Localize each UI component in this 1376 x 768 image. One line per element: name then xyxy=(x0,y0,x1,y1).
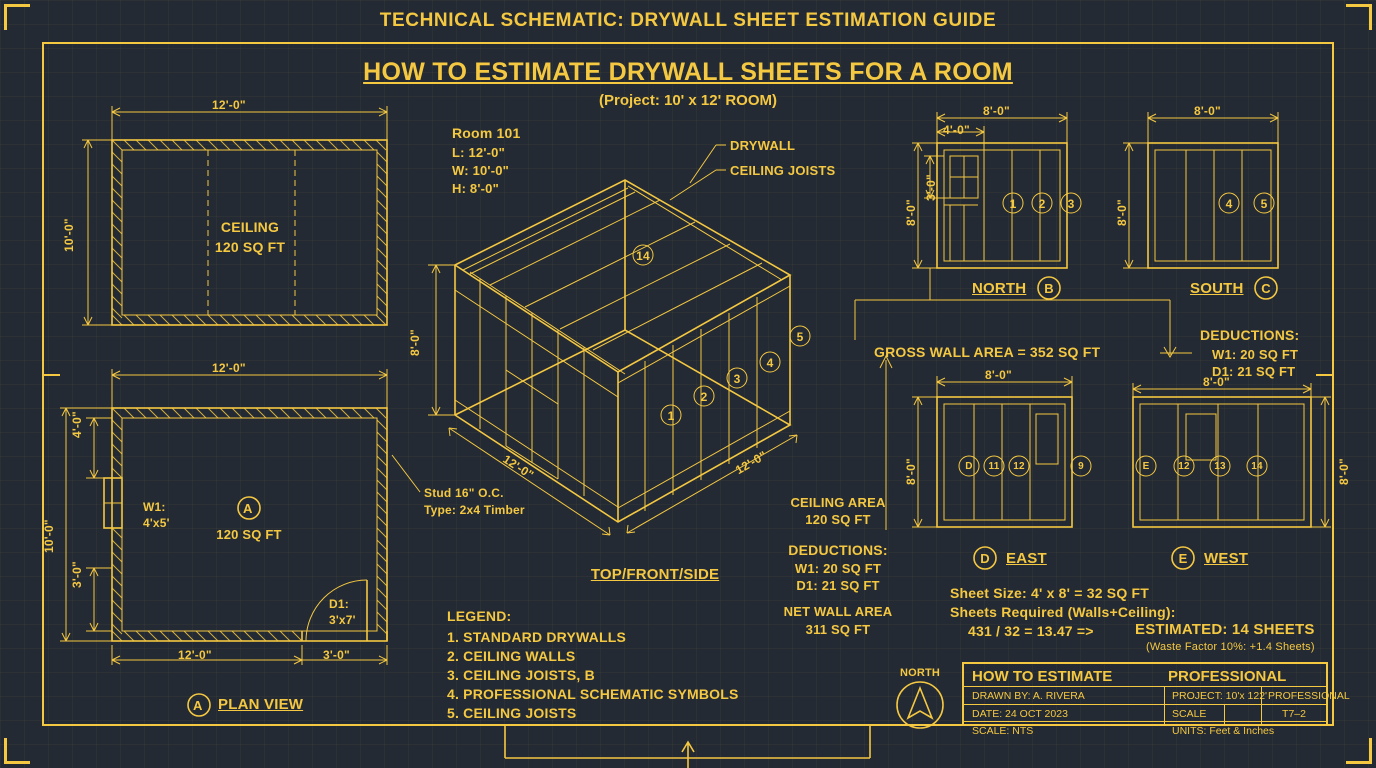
east-dim-top: 8'-0" xyxy=(985,368,1012,382)
north-bubble-3: 3 xyxy=(1067,197,1075,211)
title-block-vdiv-2 xyxy=(1224,704,1225,724)
west-bubble-e: E xyxy=(1142,461,1150,472)
waste-factor-note: (Waste Factor 10%: +1.4 Sheets) xyxy=(1146,641,1315,653)
ceiling-label: CEILING xyxy=(220,219,280,235)
plan-door-tag: D1: xyxy=(329,597,349,611)
plan-dim-bottom-right: 3'-0" xyxy=(323,648,350,662)
east-bubble-9: 9 xyxy=(1078,461,1084,472)
legend-item-2: 2. CEILING WALLS xyxy=(447,648,576,664)
iso-callout-drywall: DRYWALL xyxy=(730,138,796,153)
iso-caption: TOP/FRONT/SIDE xyxy=(590,566,720,583)
iso-dim-left: 12'-0" xyxy=(500,452,537,483)
legend-item-3: 3. CEILING JOISTS, B xyxy=(447,667,595,683)
east-dim-left: 8'-0" xyxy=(904,458,918,485)
title-block-rev: T7–2 xyxy=(1282,708,1306,720)
north-bubble-1: 1 xyxy=(1009,197,1017,211)
iso-spec-l: L: 12'-0" xyxy=(452,145,505,160)
west-bubble-12: 12 xyxy=(1178,461,1190,472)
net-wall-title: NET WALL AREA xyxy=(783,604,893,619)
east-tag: D xyxy=(980,551,990,566)
south-dim-left: 8'-0" xyxy=(1115,199,1129,226)
page-subtitle: (Project: 10' x 12' ROOM) xyxy=(598,92,777,109)
north-caption: NORTH xyxy=(972,280,1027,297)
plan-dim-left-outer: 10'-0" xyxy=(42,519,56,553)
stud-note-line2: Type: 2x4 Timber xyxy=(424,503,525,517)
south-bubble-4: 4 xyxy=(1225,197,1233,211)
page-title: HOW TO ESTIMATE DRYWALL SHEETS FOR A ROOM xyxy=(363,58,1013,86)
iso-bubble-3: 3 xyxy=(733,372,741,386)
plan-dim-top: 12'-0" xyxy=(212,361,246,375)
title-block-heading-right: PROFESSIONAL xyxy=(1168,668,1287,685)
iso-spec-h: H: 8'-0" xyxy=(452,181,499,196)
sheets-division: 431 / 32 = 13.47 => xyxy=(968,623,1094,639)
plan-dim-left-upper: 4'-0" xyxy=(70,411,84,438)
east-bubble-12: 12 xyxy=(1013,461,1025,472)
south-bubble-5: 5 xyxy=(1260,197,1268,211)
plan-room-tag: A xyxy=(243,501,253,516)
south-caption: SOUTH xyxy=(1190,280,1244,297)
legend-item-4: 4. PROFESSIONAL SCHEMATIC SYMBOLS xyxy=(447,686,739,702)
iso-spec-w: W: 10'-0" xyxy=(452,163,510,178)
deductions-w1: W1: 20 SQ FT xyxy=(794,561,882,576)
north-dim-left-inner: 3'-0" xyxy=(924,174,938,201)
gross-wall-area: GROSS WALL AREA = 352 SQ FT xyxy=(874,344,1101,360)
plan-window-size: 4'x5' xyxy=(143,516,170,530)
iso-bubble-5: 5 xyxy=(796,330,804,344)
iso-bubble-14: 14 xyxy=(636,249,650,263)
title-block-divider-2 xyxy=(964,704,1326,705)
legend-item-1: 1. STANDARD DRYWALLS xyxy=(447,629,626,645)
west-caption: WEST xyxy=(1204,550,1249,567)
plan-area: 120 SQ FT xyxy=(216,527,282,542)
plan-caption-tag: A xyxy=(193,698,203,713)
sheet-size: Sheet Size: 4' x 8' = 32 SQ FT xyxy=(950,585,1150,601)
iso-dim-height: 8'-0" xyxy=(408,329,422,356)
title-block-drawn-by: DRAWN BY: A. RIVERA xyxy=(972,690,1085,702)
title-block-vdiv-1 xyxy=(1164,686,1165,724)
iso-room-label: Room 101 xyxy=(452,125,521,141)
ceiling-area-title: CEILING AREA xyxy=(790,495,886,510)
east-bubble-11: 11 xyxy=(988,461,1000,472)
south-dim-top: 8'-0" xyxy=(1194,104,1221,118)
title-block-scale-label: SCALE xyxy=(1172,708,1207,720)
sheets-required: Sheets Required (Walls+Ceiling): xyxy=(950,604,1176,620)
iso-bubble-2: 2 xyxy=(700,390,708,404)
north-arrow-label: NORTH xyxy=(899,667,941,679)
sheets-estimate: ESTIMATED: 14 SHEETS xyxy=(1135,621,1315,638)
net-wall-value: 311 SQ FT xyxy=(805,622,871,637)
east-caption: EAST xyxy=(1006,550,1047,567)
ceiling-area: 120 SQ FT xyxy=(214,239,286,255)
plan-dim-bottom-left: 12'-0" xyxy=(178,648,212,662)
deductions-right-d1: D1: 21 SQ FT xyxy=(1212,364,1296,379)
stud-note-line1: Stud 16" O.C. xyxy=(424,486,504,500)
title-block-divider-1 xyxy=(964,686,1326,687)
title-block-units: UNITS: Feet & Inches xyxy=(1172,725,1275,737)
west-bubble-14: 14 xyxy=(1251,461,1263,472)
iso-dim-right: 12'-0" xyxy=(733,448,770,478)
ceiling-area-value: 120 SQ FT xyxy=(805,512,871,527)
north-dim-top: 8'-0" xyxy=(983,104,1010,118)
sheet-title: TECHNICAL SCHEMATIC: DRYWALL SHEET ESTIMATION GUIDE xyxy=(379,10,997,31)
iso-callout-joists: CEILING JOISTS xyxy=(730,163,836,178)
east-bubble-d: D xyxy=(965,461,973,472)
legend-item-5: 5. CEILING JOISTS xyxy=(447,705,577,721)
ceiling-dim-top: 12'-0" xyxy=(212,98,246,112)
title-block-heading-left: HOW TO ESTIMATE xyxy=(972,668,1113,685)
deductions-right-title: DEDUCTIONS: xyxy=(1200,327,1300,343)
plan-dim-left-lower: 3'-0" xyxy=(70,561,84,588)
plan-window-tag: W1: xyxy=(143,500,166,514)
deductions-right-w1: W1: 20 SQ FT xyxy=(1212,347,1299,362)
west-dim-right: 8'-0" xyxy=(1337,458,1351,485)
west-tag: E xyxy=(1178,551,1188,566)
north-dim-top-inner: 4'-0" xyxy=(943,123,970,137)
north-tag: B xyxy=(1044,281,1054,296)
north-bubble-2: 2 xyxy=(1038,197,1046,211)
deductions-title: DEDUCTIONS: xyxy=(788,542,888,558)
plan-door-size: 3'x7' xyxy=(329,613,356,627)
title-block-project: PROJECT: 10'x 122' xyxy=(1172,690,1268,702)
plan-caption: PLAN VIEW xyxy=(218,696,304,713)
north-dim-left: 8'-0" xyxy=(904,199,918,226)
iso-bubble-4: 4 xyxy=(766,356,774,370)
title-block xyxy=(962,662,1350,737)
south-tag: C xyxy=(1261,281,1271,296)
title-block-date: DATE: 24 OCT 2023 xyxy=(972,708,1068,720)
iso-bubble-1: 1 xyxy=(667,409,675,423)
title-block-scale: SCALE: NTS xyxy=(972,725,1034,737)
deductions-d1: D1: 21 SQ FT xyxy=(796,578,880,593)
west-dim-top: 8'-0" xyxy=(1203,375,1230,389)
west-bubble-13: 13 xyxy=(1214,461,1226,472)
ceiling-dim-left: 10'-0" xyxy=(62,218,76,252)
legend-title: LEGEND: xyxy=(447,608,512,624)
title-block-rev-label: PROFESSIONAL xyxy=(1268,690,1350,702)
